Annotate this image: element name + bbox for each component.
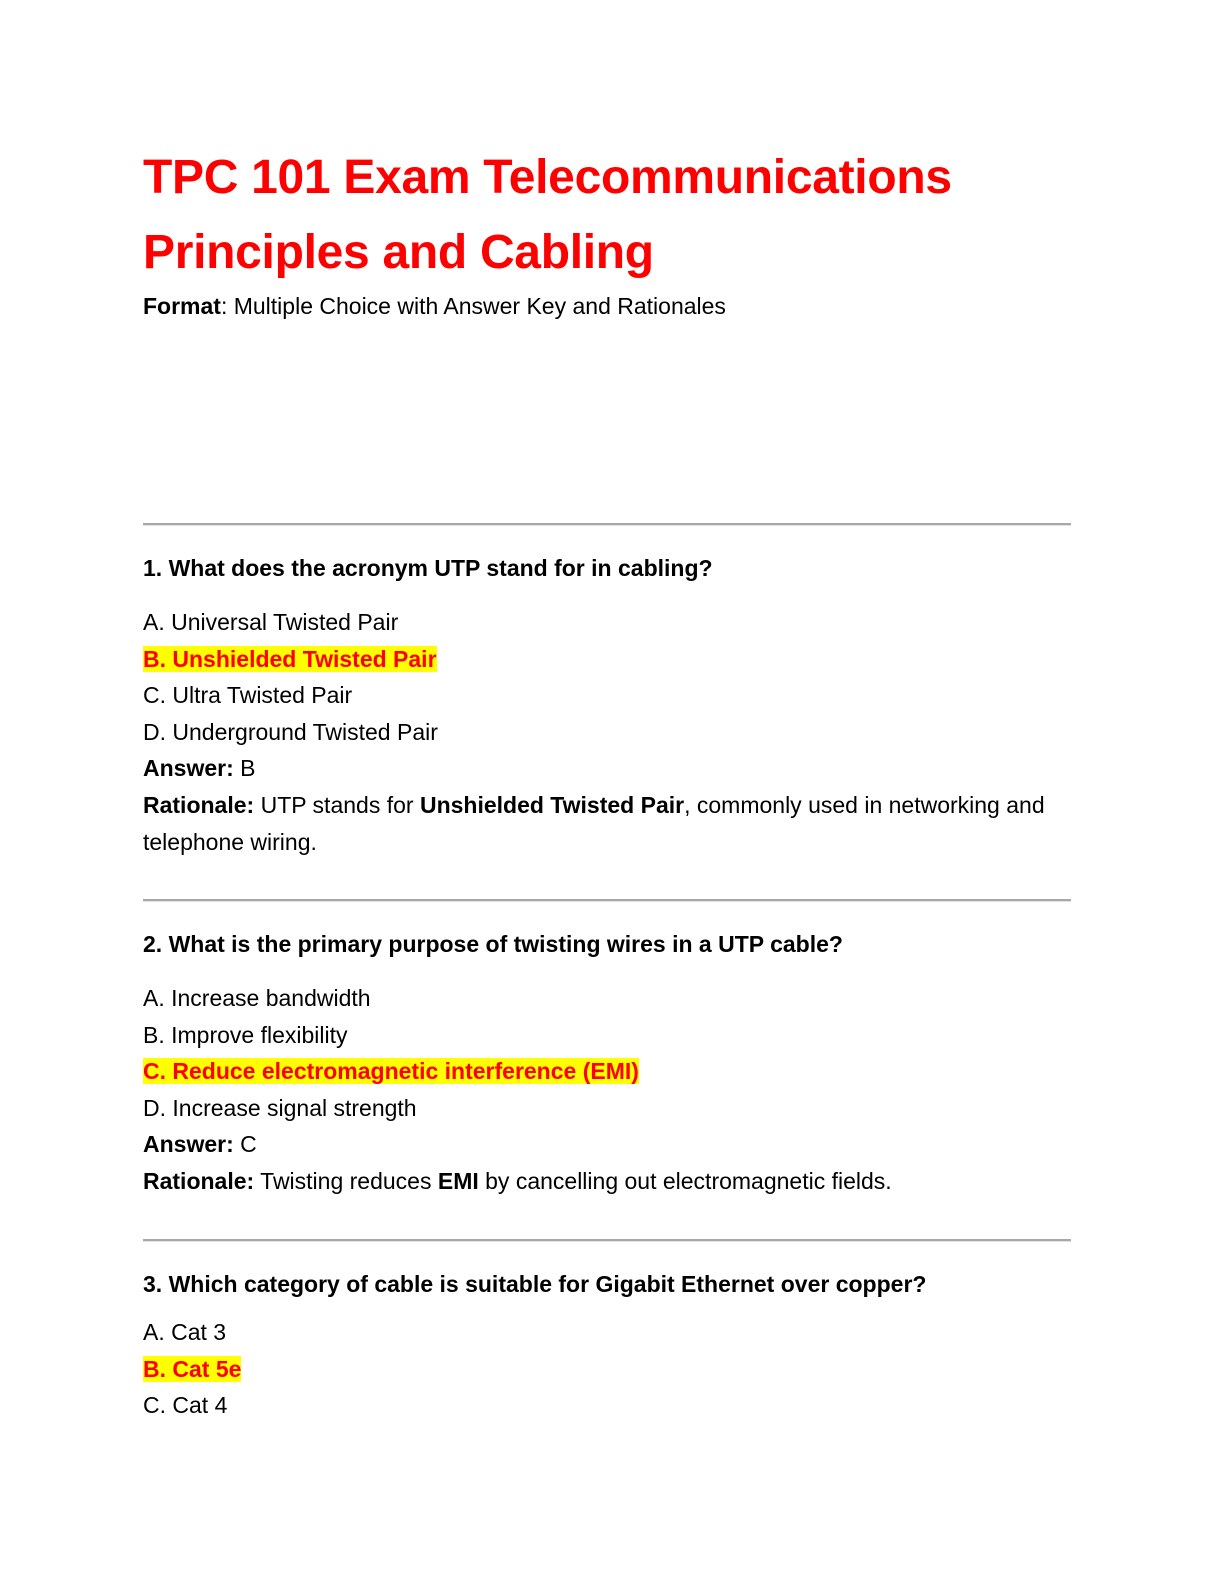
option-text: C. Cat 4	[143, 1392, 228, 1419]
rationale-text-bold: Unshielded Twisted Pair	[419, 791, 685, 818]
question-title: 1. What does the acronym UTP stand for in cabling?	[143, 555, 713, 581]
question-3	[143, 1268, 1073, 1424]
option-a	[143, 1314, 1073, 1351]
rationale-label: Rationale:	[143, 791, 255, 818]
rationale-text-post: , commonly used in networking and telephone wiring.	[143, 791, 1045, 855]
section-divider	[143, 899, 1071, 902]
option-text: B. Improve flexibility	[143, 1021, 348, 1048]
section-divider	[143, 523, 1071, 526]
answer-line	[143, 1126, 1073, 1163]
rationale-text-pre: Twisting reduces	[254, 1167, 438, 1194]
option-text: A. Increase bandwidth	[143, 985, 371, 1011]
question-1	[143, 552, 1073, 860]
rationale-text-pre: UTP stands for	[254, 791, 420, 818]
option-text: C. Ultra Twisted Pair	[143, 682, 353, 709]
rationale-line	[143, 1163, 1073, 1200]
option-a	[143, 604, 1073, 641]
option-c-correct	[143, 1053, 1073, 1090]
format-label: Format	[143, 293, 221, 319]
answer-label: Answer:	[143, 755, 234, 782]
option-a	[143, 980, 1073, 1017]
correct-option-highlight: B. Unshielded Twisted Pair	[143, 645, 437, 672]
format-line	[143, 290, 726, 322]
option-d	[143, 1090, 1073, 1127]
option-b-correct	[143, 641, 1073, 678]
answer-value: B	[233, 755, 256, 782]
rationale-text-bold: EMI	[437, 1167, 479, 1194]
rationale-label: Rationale:	[143, 1167, 255, 1194]
option-text: A. Cat 3	[143, 1319, 227, 1345]
rationale-text-post: by cancelling out electromagnetic fields.	[478, 1167, 892, 1194]
rationale-line	[143, 787, 1073, 860]
document-title-line-1: TPC 101 Exam Telecommunications	[143, 151, 952, 204]
correct-option-highlight: C. Reduce electromagnetic interference (EMI)	[143, 1058, 639, 1085]
answer-value: C	[233, 1131, 257, 1158]
option-b-correct	[143, 1351, 1073, 1388]
question-title: 3. Which category of cable is suitable for Gigabit Ethernet over copper?	[143, 1271, 927, 1297]
option-text: D. Increase signal strength	[143, 1094, 417, 1121]
document-title	[143, 140, 1073, 290]
option-c	[143, 677, 1073, 714]
option-b	[143, 1017, 1073, 1054]
option-text: D. Underground Twisted Pair	[143, 718, 438, 745]
document-title-line-2: Principles and Cabling	[143, 226, 654, 279]
format-value: : Multiple Choice with Answer Key and Rationales	[220, 293, 726, 319]
correct-option-highlight: B. Cat 5e	[143, 1355, 242, 1382]
option-d	[143, 714, 1073, 751]
answer-label: Answer:	[143, 1131, 234, 1158]
option-text: A. Universal Twisted Pair	[143, 609, 399, 635]
section-divider	[143, 1239, 1071, 1242]
option-c	[143, 1387, 1073, 1424]
answer-line	[143, 750, 1073, 787]
question-title: 2. What is the primary purpose of twisting wires in a UTP cable?	[143, 931, 843, 957]
question-2	[143, 928, 1073, 1200]
